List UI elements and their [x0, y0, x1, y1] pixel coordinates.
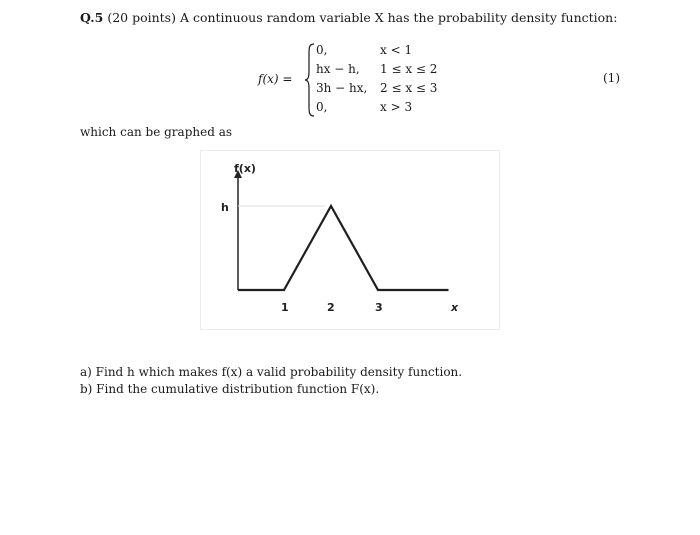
- equation-number: (1): [603, 71, 620, 85]
- case-expr-2: hx − h,: [316, 62, 360, 76]
- equation-lhs: f(x) =: [258, 72, 293, 86]
- pdf-graph: [200, 150, 498, 328]
- case-cond-2: 1 ≤ x ≤ 2: [380, 62, 438, 76]
- part-a: a) Find h which makes f(x) a valid probability density function.: [80, 365, 463, 379]
- question-text: A continuous random variable X has the probability density function:: [179, 10, 618, 25]
- case-expr-4: 0,: [316, 100, 328, 114]
- y-tick-label: h: [221, 201, 229, 214]
- case-expr-1: 0,: [316, 43, 328, 57]
- case-expr-3: 3h − hx,: [316, 81, 368, 95]
- question-line: [80, 10, 617, 25]
- x-tick-label-3: 3: [375, 301, 383, 314]
- part-b: b) Find the cumulative distribution function F(x).: [80, 382, 380, 396]
- case-cond-1: x < 1: [380, 43, 413, 57]
- y-axis-label: f(x): [234, 162, 256, 175]
- question-parts: [80, 364, 462, 398]
- case-cond-4: x > 3: [380, 100, 413, 114]
- x-tick-label-2: 2: [327, 301, 335, 314]
- pdf-curve: [238, 206, 449, 290]
- x-tick-label-1: 1: [281, 301, 289, 314]
- question-points: (20 points): [107, 10, 176, 25]
- left-brace-icon: [304, 42, 316, 118]
- question-number: Q.5: [80, 10, 104, 25]
- graph-intro: which can be graphed as: [80, 125, 233, 139]
- x-axis-label: x: [451, 301, 459, 314]
- case-cond-3: 2 ≤ x ≤ 3: [380, 81, 438, 95]
- pdf-equation: [258, 40, 458, 120]
